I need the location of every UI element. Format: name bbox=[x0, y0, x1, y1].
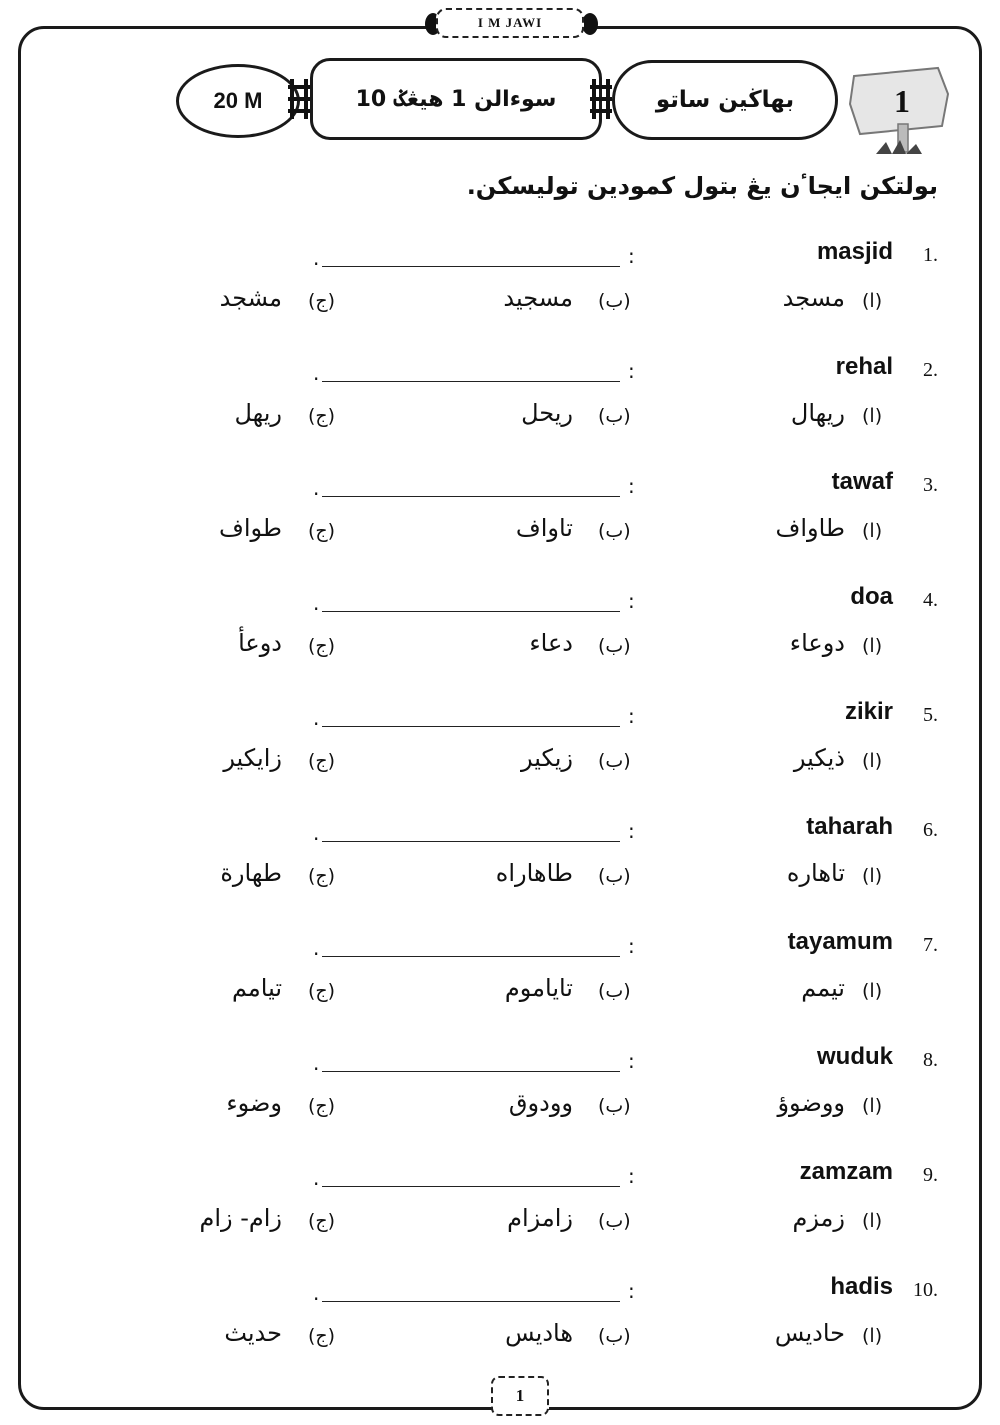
option-label-b: (ب) bbox=[598, 865, 631, 887]
rumi-word: hadis bbox=[830, 1273, 893, 1300]
answer-dot: . bbox=[313, 1051, 320, 1075]
option-a[interactable]: تاهاره bbox=[786, 859, 845, 887]
option-c[interactable]: تيامم bbox=[231, 974, 282, 1002]
question-number: 2. bbox=[923, 359, 938, 381]
rumi-word: tawaf bbox=[831, 468, 893, 495]
option-label-a: (ا) bbox=[862, 1325, 883, 1347]
question-number: 5. bbox=[923, 704, 938, 726]
option-c[interactable]: وضوء bbox=[226, 1089, 282, 1117]
question-range-title: سوءالن 1 هيڠݢ 10 bbox=[310, 58, 602, 140]
option-a[interactable]: ذيکير bbox=[793, 744, 845, 772]
rumi-word: tayamum bbox=[787, 928, 893, 955]
question-number: 7. bbox=[923, 934, 938, 956]
question-number: 8. bbox=[923, 1049, 938, 1071]
answer-colon: : bbox=[628, 1164, 635, 1188]
option-b[interactable]: طاهاراه bbox=[495, 859, 573, 887]
answer-colon: : bbox=[628, 589, 635, 613]
option-a[interactable]: ريهال bbox=[790, 399, 845, 427]
answer-dot: . bbox=[313, 246, 320, 270]
option-label-a: (ا) bbox=[862, 520, 883, 542]
option-label-a: (ا) bbox=[862, 635, 883, 657]
option-a[interactable]: ووضوؤ bbox=[777, 1089, 845, 1117]
answer-line[interactable] bbox=[322, 841, 620, 842]
question-item bbox=[0, 1043, 1000, 1139]
question-item bbox=[0, 928, 1000, 1024]
rumi-word: doa bbox=[850, 583, 893, 610]
top-tab-label: I M JAWI bbox=[436, 8, 584, 38]
rumi-word: rehal bbox=[835, 353, 893, 380]
option-c[interactable]: طواف bbox=[218, 514, 282, 542]
option-label-a: (ا) bbox=[862, 290, 883, 312]
question-number: 9. bbox=[923, 1164, 938, 1186]
section-title: بهاڬين ساتو bbox=[612, 60, 838, 140]
option-label-b: (ب) bbox=[598, 405, 631, 427]
answer-colon: : bbox=[628, 704, 635, 728]
section-number: 1 bbox=[894, 83, 910, 119]
option-c[interactable]: ريهل bbox=[234, 399, 282, 427]
question-item bbox=[0, 1158, 1000, 1254]
tab-dot-right bbox=[582, 13, 598, 35]
option-b[interactable]: دعاء bbox=[529, 629, 573, 657]
option-b[interactable]: وودوق bbox=[508, 1089, 573, 1117]
option-label-c: (ج) bbox=[308, 290, 336, 312]
option-a[interactable]: دوعاء bbox=[789, 629, 845, 657]
option-label-b: (ب) bbox=[598, 520, 631, 542]
option-c[interactable]: طهارة bbox=[220, 859, 282, 887]
answer-line[interactable] bbox=[322, 956, 620, 957]
answer-colon: : bbox=[628, 934, 635, 958]
option-label-c: (ج) bbox=[308, 980, 336, 1002]
option-a[interactable]: طاواف bbox=[775, 514, 845, 542]
rumi-word: zamzam bbox=[799, 1158, 893, 1185]
option-label-c: (ج) bbox=[308, 1095, 336, 1117]
answer-dot: . bbox=[313, 591, 320, 615]
option-b[interactable]: زيکير bbox=[520, 744, 573, 772]
option-label-a: (ا) bbox=[862, 865, 883, 887]
option-label-b: (ب) bbox=[598, 1325, 631, 1347]
answer-line[interactable] bbox=[322, 1071, 620, 1072]
answer-colon: : bbox=[628, 819, 635, 843]
option-c[interactable]: دوعأ bbox=[238, 629, 282, 657]
answer-colon: : bbox=[628, 474, 635, 498]
instruction-text: بولتکن ايجاٴن يڠ بتول کمودين توليسکن. bbox=[466, 172, 938, 200]
answer-dot: . bbox=[313, 1281, 320, 1305]
option-label-c: (ج) bbox=[308, 520, 336, 542]
question-item bbox=[0, 1273, 1000, 1369]
question-item bbox=[0, 583, 1000, 679]
option-label-b: (ب) bbox=[598, 1210, 631, 1232]
marks-badge: 20 M bbox=[176, 64, 300, 138]
question-number: 6. bbox=[923, 819, 938, 841]
option-b[interactable]: تاياموم bbox=[504, 974, 573, 1002]
answer-colon: : bbox=[628, 1049, 635, 1073]
option-label-c: (ج) bbox=[308, 405, 336, 427]
option-c[interactable]: مشجد bbox=[219, 284, 282, 312]
option-c[interactable]: حديث bbox=[224, 1319, 282, 1347]
option-a[interactable]: مسجد bbox=[782, 284, 845, 312]
option-label-c: (ج) bbox=[308, 1325, 336, 1347]
signpost-icon bbox=[846, 64, 954, 156]
question-number: 3. bbox=[923, 474, 938, 496]
option-label-a: (ا) bbox=[862, 750, 883, 772]
question-number: 4. bbox=[923, 589, 938, 611]
question-number: 1. bbox=[923, 244, 938, 266]
question-item bbox=[0, 813, 1000, 909]
answer-line[interactable] bbox=[322, 496, 620, 497]
option-label-c: (ج) bbox=[308, 635, 336, 657]
option-b[interactable]: تاواف bbox=[515, 514, 573, 542]
option-label-c: (ج) bbox=[308, 865, 336, 887]
question-item bbox=[0, 698, 1000, 794]
question-item bbox=[0, 353, 1000, 449]
answer-line[interactable] bbox=[322, 266, 620, 267]
option-label-a: (ا) bbox=[862, 980, 883, 1002]
option-b[interactable]: مسجيد bbox=[503, 284, 573, 312]
answer-line[interactable] bbox=[322, 1301, 620, 1302]
option-a[interactable]: زمزم bbox=[792, 1204, 845, 1232]
answer-line[interactable] bbox=[322, 1186, 620, 1187]
answer-dot: . bbox=[313, 821, 320, 845]
question-item bbox=[0, 468, 1000, 564]
option-c[interactable]: زايکير bbox=[223, 744, 282, 772]
answer-line[interactable] bbox=[322, 381, 620, 382]
rumi-word: wuduk bbox=[817, 1043, 893, 1070]
answer-dot: . bbox=[313, 361, 320, 385]
connector-right bbox=[590, 79, 612, 119]
answer-colon: : bbox=[628, 1279, 635, 1303]
option-label-b: (ب) bbox=[598, 635, 631, 657]
answer-dot: . bbox=[313, 706, 320, 730]
rumi-word: taharah bbox=[806, 813, 893, 840]
answer-dot: . bbox=[313, 476, 320, 500]
answer-line[interactable] bbox=[322, 611, 620, 612]
option-b[interactable]: هاديس bbox=[505, 1319, 573, 1347]
question-item bbox=[0, 238, 1000, 334]
option-a[interactable]: حاديس bbox=[774, 1319, 845, 1347]
option-b[interactable]: زامزام bbox=[507, 1204, 573, 1232]
option-label-c: (ج) bbox=[308, 750, 336, 772]
answer-dot: . bbox=[313, 936, 320, 960]
option-label-b: (ب) bbox=[598, 290, 631, 312]
option-b[interactable]: ريحل bbox=[521, 399, 573, 427]
option-label-a: (ا) bbox=[862, 1095, 883, 1117]
page-number: 1 bbox=[491, 1376, 549, 1416]
option-label-a: (ا) bbox=[862, 1210, 883, 1232]
answer-line[interactable] bbox=[322, 726, 620, 727]
rumi-word: masjid bbox=[816, 238, 893, 265]
answer-colon: : bbox=[628, 359, 635, 383]
question-number: 10. bbox=[913, 1279, 938, 1301]
answer-colon: : bbox=[628, 244, 635, 268]
option-label-c: (ج) bbox=[308, 1210, 336, 1232]
option-label-b: (ب) bbox=[598, 1095, 631, 1117]
rumi-word: zikir bbox=[844, 698, 893, 725]
option-a[interactable]: تيمم bbox=[801, 974, 845, 1002]
option-label-a: (ا) bbox=[862, 405, 883, 427]
option-c[interactable]: زام- زام bbox=[199, 1204, 282, 1232]
connector-left bbox=[288, 79, 310, 119]
option-label-b: (ب) bbox=[598, 980, 631, 1002]
option-label-b: (ب) bbox=[598, 750, 631, 772]
answer-dot: . bbox=[313, 1166, 320, 1190]
